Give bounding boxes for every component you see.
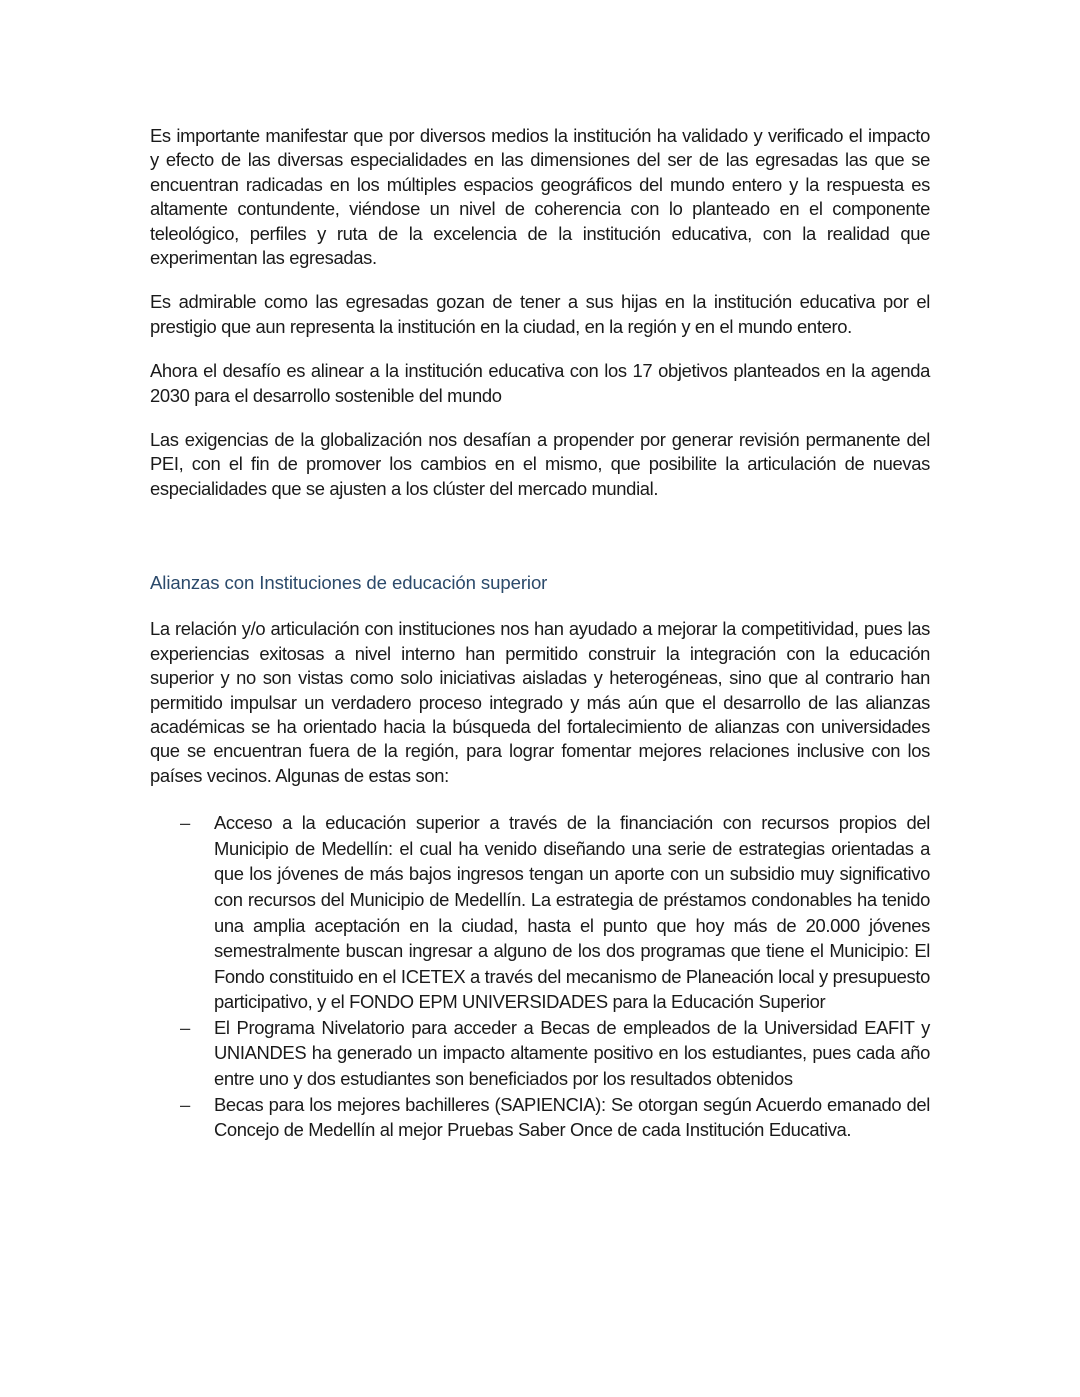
list-item bbox=[150, 810, 930, 1015]
paragraph-impact: Es importante manifestar que por diversos medios la institución ha validado y verificado el impacto y efecto de las diversas especialidades en las dimensiones del ser de las egresadas las que se encuentran radicadas en los múltiples espacios geográficos del mundo entero y la respuesta es altamente contundente, viéndose un nivel de coherencia con lo planteado en el componente teleológico, perfiles y ruta de la excelencia de la institución educativa, con la realidad que experimentan las egresadas. bbox=[150, 125, 930, 269]
list-item bbox=[150, 1015, 930, 1092]
list-item-text: Acceso a la educación superior a través de la financiación con recursos propios del Municipio de Medellín: el cual ha venido diseñando una serie de estrategias orientadas a que los jóvenes de más bajos ingresos tengan un aporte con un subsidio muy significativo con recursos del Municipio de Medellín. La estrategia de préstamos condonables ha tenido una amplia aceptación en la ciudad, hasta el punto que hoy más de 20.000 jóvenes semestralmente buscan ingresar a alguno de los dos programas que tiene el Municipio: El Fondo constituido en el ICETEX a través del mecanismo de Planeación local y presupuesto participativo, y el FONDO EPM UNIVERSIDADES para la Educación Superior bbox=[214, 812, 930, 1013]
dash-bullet-icon: – bbox=[180, 1093, 190, 1115]
paragraph-alliances: La relación y/o articulación con instituciones nos han ayudado a mejorar la competitividad, pues las experiencias exitosas a nivel interno han permitido construir la integración con la educación superior y no son vistas como solo iniciativas aisladas y heterogéneas, sino que al contrario han permitido impulsar un verdadero proceso integrado y más aún que el desarrollo de las alianzas académicas se ha orientado hacia la búsqueda del fortalecimiento de alianzas con universidades que se encuentran fuera de la región, para lograr fomentar mejores relaciones inclusive con los países vecinos. Algunas de estas son: bbox=[150, 618, 930, 786]
dash-bullet-icon: – bbox=[180, 812, 190, 834]
list-item-text: Becas para los mejores bachilleres (SAPIENCIA): Se otorgan según Acuerdo emanado del Concejo de Medellín al mejor Pruebas Saber Once de cada Institución Educativa. bbox=[214, 1093, 930, 1141]
alliances-list-container bbox=[150, 808, 930, 1143]
paragraph-alumnae-prestige: Es admirable como las egresadas gozan de tener a sus hijas en la institución educativa por el prestigio que aun representa la institución en la ciudad, en la región y en el mundo entero. bbox=[150, 291, 930, 337]
paragraph-agenda-2030: Ahora el desafío es alinear a la institución educativa con los 17 objetivos planteados en la agenda 2030 para el desarrollo sostenible del mundo bbox=[150, 360, 930, 406]
dash-bullet-icon: – bbox=[180, 1016, 190, 1038]
list-item-text: El Programa Nivelatorio para acceder a Becas de empleados de la Universidad EAFIT y UNIANDES ha generado un impacto altamente positivo en los estudiantes, pues cada año entre uno y dos estudiantes son beneficiados por los resultados obtenidos bbox=[214, 1016, 930, 1090]
alliances-list bbox=[150, 810, 930, 1143]
list-item bbox=[150, 1092, 930, 1143]
paragraph-globalization: Las exigencias de la globalización nos desafían a propender por generar revisión permanente del PEI, con el fin de promover los cambios en el mismo, que posibilite la articulación de nuevas especialidades que se ajusten a los clúster del mercado mundial. bbox=[150, 429, 930, 499]
section-heading: Alianzas con Instituciones de educación superior bbox=[150, 572, 548, 594]
document-page bbox=[150, 124, 930, 1143]
